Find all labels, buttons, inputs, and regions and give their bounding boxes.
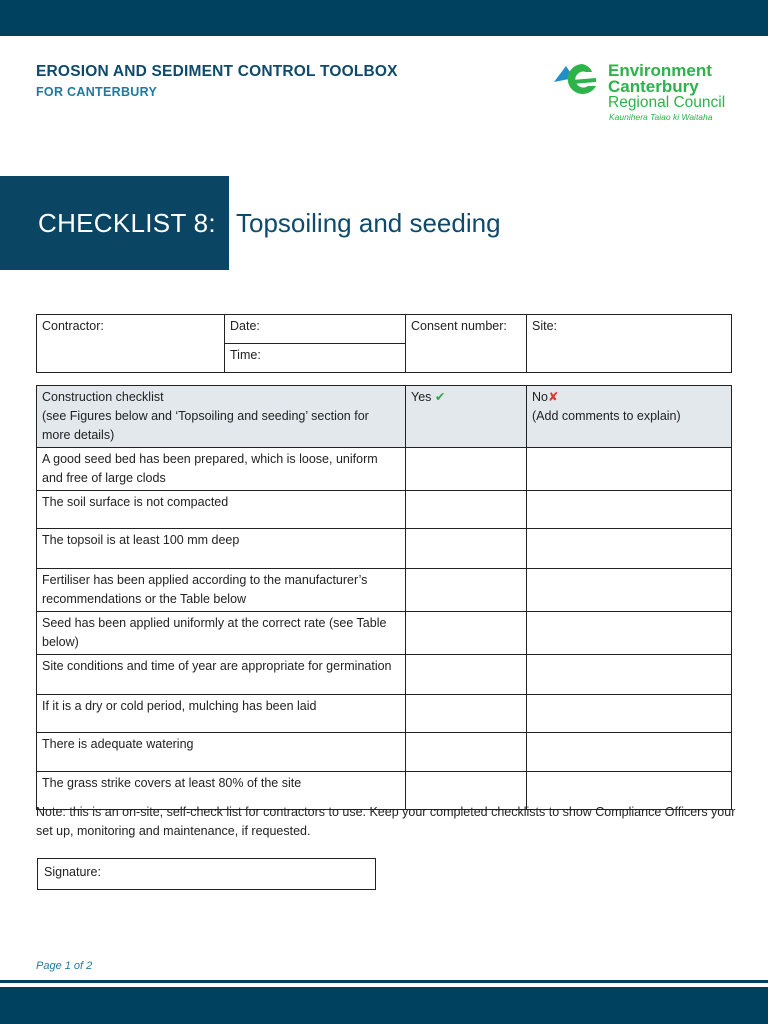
logo-swirl-icon [552, 60, 608, 100]
logo-text-environment: Environment [608, 61, 712, 80]
checklist-title: Topsoiling and seeding [236, 208, 501, 238]
cross-icon: ✘ [547, 390, 559, 404]
no-comment-label: (Add comments to explain) [532, 409, 681, 423]
checklist-number: CHECKLIST 8: [38, 208, 216, 238]
construction-checklist-heading: Construction checklist [42, 390, 164, 404]
checklist-item: There is adequate watering [37, 733, 406, 772]
logo-text-regional-council: Regional Council [608, 94, 726, 111]
no-cell[interactable] [527, 655, 732, 695]
checklist-item: A good seed bed has been prepared, which is loose, uniform and free of large clods [37, 448, 406, 491]
self-check-note: Note: this is an on-site, self-check list for contractors to use. Keep your completed checklists to show Compliance Officers your set up, monitoring and maintenance, if requested. [36, 805, 736, 838]
no-column-header [527, 386, 732, 448]
check-icon: ✔ [434, 390, 446, 404]
yes-cell[interactable] [406, 733, 527, 772]
no-cell[interactable] [527, 529, 732, 569]
yes-cell[interactable] [406, 695, 527, 733]
page-number: Page 1 of 2 [36, 960, 93, 972]
yes-label: Yes [411, 390, 432, 404]
checklist-item: Site conditions and time of year are appropriate for germination [37, 655, 406, 695]
yes-cell[interactable] [406, 655, 527, 695]
no-cell[interactable] [527, 612, 732, 655]
consent-number-field[interactable]: Consent number: [406, 315, 527, 373]
info-table [36, 314, 732, 373]
construction-checklist-header [37, 386, 406, 448]
toolbox-title: EROSION AND SEDIMENT CONTROL TOOLBOX [36, 63, 398, 80]
no-cell[interactable] [527, 569, 732, 612]
no-cell[interactable] [527, 733, 732, 772]
checklist-item: Fertiliser has been applied according to the manufacturer’s recommendations or the Table below [37, 569, 406, 612]
no-label: No [532, 390, 548, 404]
yes-cell[interactable] [406, 529, 527, 569]
yes-cell[interactable] [406, 612, 527, 655]
yes-column-header [406, 386, 527, 448]
footer-divider [0, 980, 768, 983]
checklist-item: The soil surface is not compacted [37, 491, 406, 529]
contractor-field[interactable]: Contractor: [37, 315, 225, 373]
toolbox-subtitle: FOR CANTERBURY [36, 85, 158, 99]
construction-checklist-note: (see Figures below and ‘Topsoiling and seeding’ section for more details) [42, 409, 369, 442]
yes-cell[interactable] [406, 448, 527, 491]
checklist-item: The topsoil is at least 100 mm deep [37, 529, 406, 569]
time-field[interactable]: Time: [225, 344, 406, 373]
top-banner [0, 0, 768, 36]
no-cell[interactable] [527, 491, 732, 529]
checklist-item: Seed has been applied uniformly at the correct rate (see Table below) [37, 612, 406, 655]
logo-tagline: Kaunihera Taiao ki Waitaha [609, 112, 713, 122]
signature-field[interactable]: Signature: [37, 858, 376, 890]
checklist-item: If it is a dry or cold period, mulching has been laid [37, 695, 406, 733]
no-cell[interactable] [527, 695, 732, 733]
checklist-item: The grass strike covers at least 80% of the site [37, 772, 406, 810]
site-field[interactable]: Site: [527, 315, 732, 373]
yes-cell[interactable] [406, 491, 527, 529]
no-cell[interactable] [527, 448, 732, 491]
yes-cell[interactable] [406, 569, 527, 612]
environment-canterbury-logo [552, 60, 742, 126]
logo-text-canterbury: Canterbury [608, 77, 699, 96]
footer-banner [0, 987, 768, 1024]
construction-checklist-table [36, 385, 732, 810]
date-field[interactable]: Date: [225, 315, 406, 344]
